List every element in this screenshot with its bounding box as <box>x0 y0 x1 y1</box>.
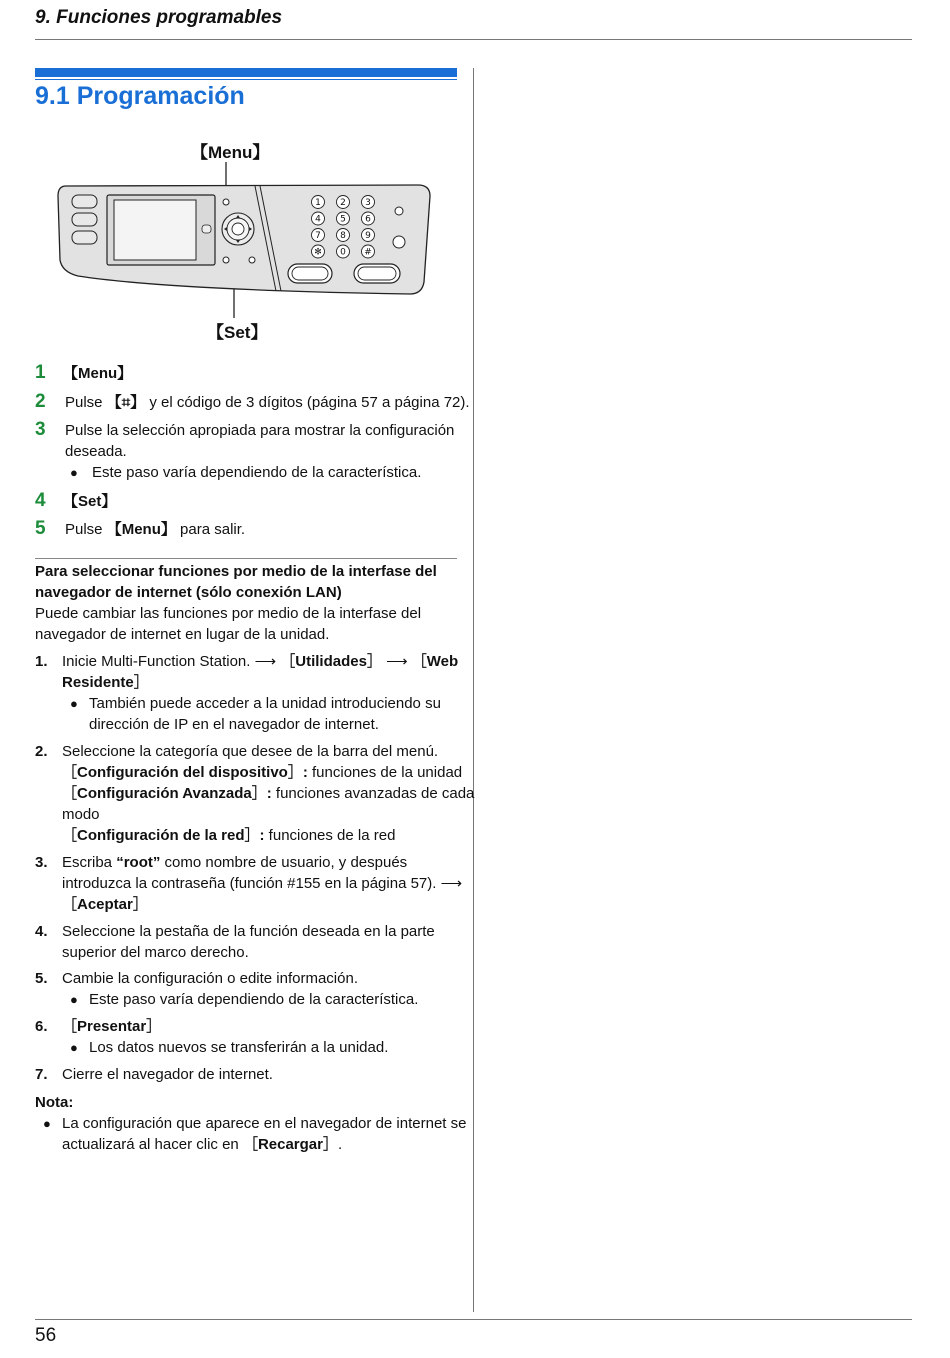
item-4-line-2: superior del marco derecho. <box>62 944 249 961</box>
keypad-key-label: 0 <box>340 247 346 258</box>
bullet-icon: ● <box>70 1040 78 1055</box>
set-button-icon <box>232 223 244 235</box>
item-2-number: 2. <box>35 743 48 760</box>
keypad-key-label: 6 <box>365 214 371 225</box>
panel-small-button <box>202 225 211 233</box>
web-heading-line-2: navegador de internet (sólo conexión LAN) <box>35 584 342 601</box>
item-2-line-5 <box>62 825 395 846</box>
step-2-number: 2 <box>35 391 46 412</box>
item-4-number: 4. <box>35 923 48 940</box>
step-1-key: 【Menu】 <box>63 365 133 382</box>
nota-pre: actualizará al hacer clic en <box>62 1136 243 1153</box>
item-2-text-2: funciones avanzadas de cada <box>271 785 475 802</box>
panel-button-2 <box>72 213 97 226</box>
keypad-key-label: 3 <box>365 198 371 209</box>
item-4-line-1: Seleccione la pestaña de la función deseada en la parte <box>62 923 435 940</box>
step-3-line-2: deseada. <box>65 443 127 460</box>
nota-line-2 <box>62 1134 342 1155</box>
item-2-text-3: funciones de la red <box>264 827 396 844</box>
item-1-bullet-line-1: También puede acceder a la unidad introduciendo su <box>89 695 441 712</box>
step-4-key: 【Set】 <box>63 493 117 510</box>
item-3-number: 3. <box>35 854 48 871</box>
footer-rule <box>35 1319 912 1320</box>
panel-button-3 <box>72 231 97 244</box>
item-3-root: “root” <box>116 854 161 871</box>
section-bar <box>35 68 457 77</box>
item-5-number: 5. <box>35 970 48 987</box>
keypad-key-label: 4 <box>315 214 321 225</box>
nota-label: Nota: <box>35 1094 74 1111</box>
step-2-pre: Pulse <box>65 394 107 411</box>
keypad-key-label: ✻ <box>314 247 322 258</box>
step-3-bullet: Este paso varía dependiendo de la característica. <box>92 464 422 481</box>
panel-dot-left <box>223 257 229 263</box>
web-intro-line-1: Puede cambiar las funciones por medio de la interfase del <box>35 605 422 622</box>
item-3-post: como nombre de usuario, y después <box>160 854 408 871</box>
step-5-number: 5 <box>35 518 46 539</box>
step-4-number: 4 <box>35 490 46 511</box>
item-5-bullet: Este paso varía dependiendo de la característica. <box>89 991 419 1008</box>
item-5-line-1: Cambie la configuración o edite información. <box>62 970 358 987</box>
step-5-key: 【Menu】 <box>106 521 176 538</box>
item-2-key-red: ［Configuración de la red］: <box>62 827 265 844</box>
section-separator <box>35 558 457 559</box>
nota-post: . <box>337 1136 343 1153</box>
item-1-bullet-line-2: dirección de IP en el navegador de internet. <box>89 716 379 733</box>
control-panel-illustration <box>50 160 440 320</box>
item-1-line-1 <box>62 651 458 672</box>
step-2-key: 【⌗】 <box>106 394 146 411</box>
web-intro-line-2: navegador de internet en lugar de la unidad. <box>35 626 330 643</box>
item-1-key-utilidades: ［Utilidades］ <box>280 653 382 670</box>
item-2-line-1: Seleccione la categoría que desee de la barra del menú. <box>62 743 439 760</box>
panel-display-screen <box>114 200 196 260</box>
step-5-text <box>65 519 245 540</box>
item-3-pre: Escriba <box>62 854 117 871</box>
step-2-text <box>65 392 470 413</box>
item-1-number: 1. <box>35 653 48 670</box>
step-1-text <box>63 363 132 384</box>
keypad-key-label: # <box>364 247 372 258</box>
item-3-key-aceptar: ［Aceptar］ <box>62 896 148 913</box>
item-2-line-2 <box>62 762 462 783</box>
section-title: 9.1 Programación <box>35 82 245 110</box>
item-6-number: 6. <box>35 1018 48 1035</box>
keypad-key-label: 8 <box>340 231 346 242</box>
panel-dot-right <box>249 257 255 263</box>
item-6-bullet: Los datos nuevos se transferirán a la unidad. <box>89 1039 389 1056</box>
item-2-key-dispositivo: ［Configuración del dispositivo］: <box>62 764 308 781</box>
keypad-key-label: 1 <box>315 198 321 209</box>
arrow-right-icon: ⟶ <box>254 653 281 670</box>
keypad-key-label: 7 <box>315 231 321 242</box>
panel-round-button-large <box>393 236 405 248</box>
item-1-key-residente: Residente］ <box>62 674 149 691</box>
panel-button-1 <box>72 195 97 208</box>
bullet-icon: ● <box>70 992 78 1007</box>
header-rule <box>35 39 912 40</box>
step-5-post: para salir. <box>175 521 246 538</box>
step-5-pre: Pulse <box>65 521 107 538</box>
keypad-key-label: 9 <box>365 231 371 242</box>
web-heading-line-1: Para seleccionar funciones por medio de la interfase del <box>35 563 437 580</box>
panel-round-button-small <box>395 207 403 215</box>
page-number: 56 <box>35 1325 57 1346</box>
item-1-pre: Inicie Multi-Function Station. <box>62 653 255 670</box>
menu-label: 【Menu】 <box>191 143 270 162</box>
menu-button-icon <box>223 199 229 205</box>
item-3-line-2: introduzca la contraseña (función #155 en la página 57). ⟶ <box>62 875 463 892</box>
item-2-line-3 <box>62 783 474 804</box>
item-2-key-avanzada: ［Configuración Avanzada］: <box>62 785 272 802</box>
bullet-icon: ● <box>70 465 78 480</box>
item-6-key-presentar: ［Presentar］ <box>62 1018 162 1035</box>
item-2-line-4: modo <box>62 806 100 823</box>
step-1-number: 1 <box>35 362 46 383</box>
arrow-right-icon: ⟶ <box>381 653 412 670</box>
column-divider <box>473 68 474 1312</box>
step-4-text <box>63 491 116 512</box>
step-3-number: 3 <box>35 419 46 440</box>
set-label: 【Set】 <box>207 323 268 342</box>
bullet-icon: ● <box>70 696 78 711</box>
item-7-number: 7. <box>35 1066 48 1083</box>
nota-line-1: La configuración que aparece en el navegador de internet se <box>62 1115 467 1132</box>
step-3-line-1: Pulse la selección apropiada para mostrar la configuración <box>65 422 455 439</box>
section-bar-line <box>35 79 457 80</box>
item-1-key-web: ［Web <box>411 653 459 670</box>
bullet-icon: ● <box>43 1116 51 1131</box>
nota-key-recargar: ［Recargar］ <box>242 1136 338 1153</box>
item-7-line-1: Cierre el navegador de internet. <box>62 1066 273 1083</box>
item-3-line-1 <box>62 852 407 873</box>
step-2-post: y el código de 3 dígitos (página 57 a página 72). <box>145 394 470 411</box>
item-2-text-1: funciones de la unidad <box>307 764 463 781</box>
keypad-key-label: 5 <box>340 214 346 225</box>
running-header: 9. Funciones programables <box>35 7 283 28</box>
keypad-key-label: 2 <box>340 198 346 209</box>
